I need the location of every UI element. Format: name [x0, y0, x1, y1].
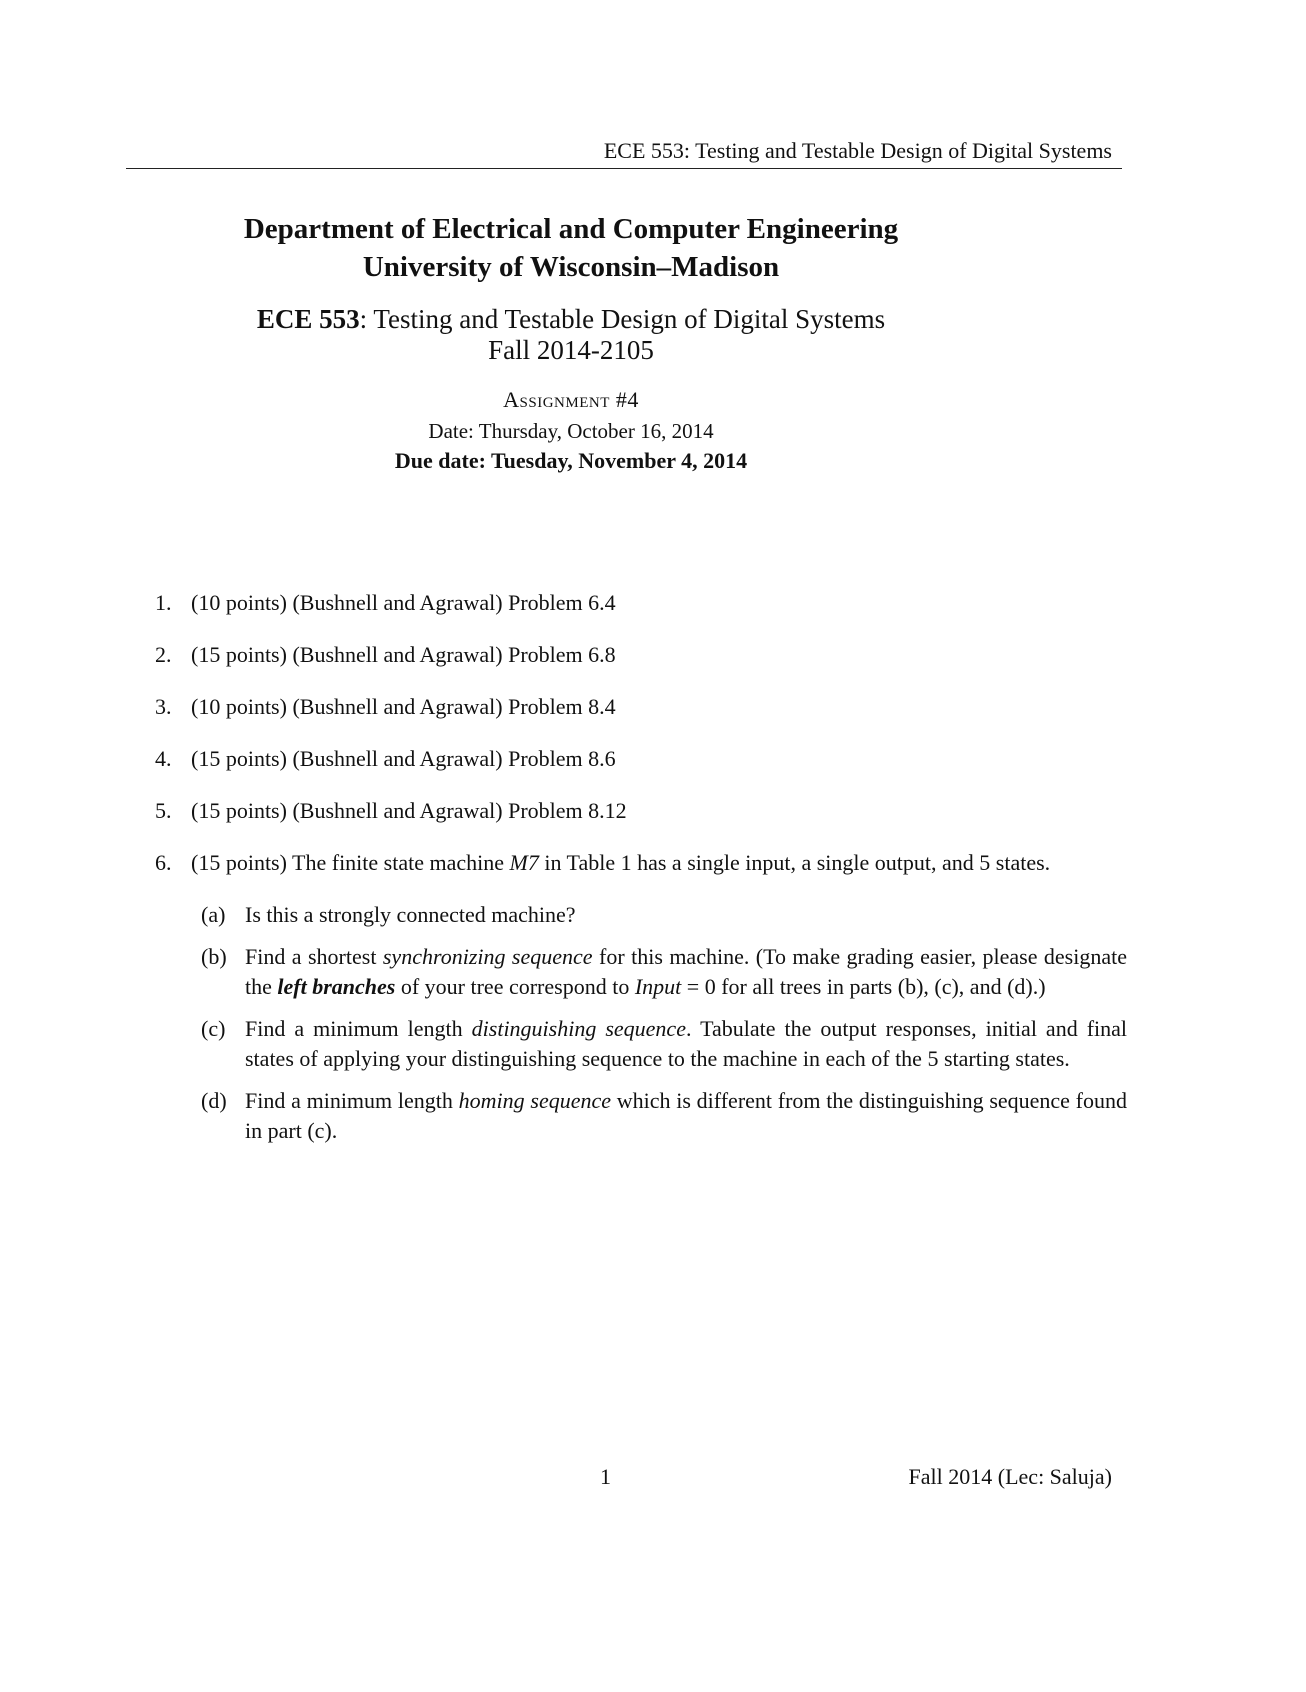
subpart-text: Is this a strongly connected machine?: [245, 902, 576, 927]
subpart-c: [201, 1014, 1127, 1074]
problem-number: 2.: [155, 642, 172, 667]
subpart-list: [201, 900, 1127, 1146]
subpart-text: Find a minimum length distinguishing sequence. Tabulate the output responses, initial and final states of applying your distinguishing sequence to the machine in each of the 5 starting states.: [245, 1016, 1128, 1071]
problem-list: [155, 588, 1127, 1168]
problem-number: 5.: [155, 798, 172, 823]
footer-term: Fall 2014 (Lec: Saluja): [908, 1464, 1112, 1489]
problem-number: 4.: [155, 746, 172, 771]
due-date: Due date: Tuesday, November 4, 2014: [394, 448, 748, 473]
subpart-label: (a): [201, 902, 226, 927]
problem-text: (15 points) The finite state machine M7 in Table 1 has a single input, a single output, and 5 states.: [191, 850, 1051, 875]
problem-number: 6.: [155, 850, 172, 875]
problem-item-6: [155, 848, 1127, 1146]
machine-name: M7: [509, 850, 539, 875]
problem-text: (15 points) (Bushnell and Agrawal) Problem 8.6: [191, 746, 616, 771]
assignment-date: Date: Thursday, October 16, 2014: [428, 419, 714, 443]
department-name: Department of Electrical and Computer Engineering: [243, 213, 899, 245]
course-code: ECE 553: [256, 304, 360, 334]
term-left-branches: left branches: [277, 974, 396, 999]
university-name: University of Wisconsin–Madison: [362, 251, 780, 283]
subpart-text: Find a shortest synchronizing sequence for this machine. (To make grading easier, please designate the left branches of your tree correspond to Input = 0 for all trees in parts (b), (c), and (d).): [245, 944, 1127, 999]
course-title: [236, 304, 906, 335]
subpart-label: (c): [201, 1016, 226, 1041]
problem-text: (10 points) (Bushnell and Agrawal) Problem 8.4: [191, 694, 616, 719]
problem-text: (15 points) (Bushnell and Agrawal) Problem 6.8: [191, 642, 616, 667]
problem-text: (10 points) (Bushnell and Agrawal) Problem 6.4: [191, 590, 616, 615]
problem-number: 3.: [155, 694, 172, 719]
subpart-a: [201, 900, 1127, 930]
subpart-label: (b): [201, 944, 227, 969]
subpart-text: Find a minimum length homing sequence which is different from the distinguishing sequence found in part (c).: [245, 1088, 1128, 1143]
problem-item: [155, 796, 1127, 826]
subpart-b: [201, 942, 1127, 1002]
term-input: Input: [634, 974, 682, 999]
running-header: ECE 553: Testing and Testable Design of Digital Systems: [603, 138, 1112, 163]
term-synchronizing-sequence: synchronizing sequence: [382, 944, 593, 969]
problem-item: [155, 692, 1127, 722]
subpart-d: [201, 1086, 1127, 1146]
header-rule: [126, 168, 1122, 169]
page-number: 1: [600, 1464, 611, 1489]
problem-number: 1.: [155, 590, 172, 615]
term: Fall 2014-2105: [488, 335, 654, 365]
problem-item: [155, 588, 1127, 618]
problem-item: [155, 640, 1127, 670]
title-block: [126, 210, 906, 476]
term-distinguishing-sequence: distinguishing sequence: [471, 1016, 686, 1041]
subpart-label: (d): [201, 1088, 227, 1113]
term-homing-sequence: homing sequence: [458, 1088, 612, 1113]
problem-text: (15 points) (Bushnell and Agrawal) Problem 8.12: [191, 798, 627, 823]
course-title-text: : Testing and Testable Design of Digital Systems: [359, 304, 886, 334]
problem-item: [155, 744, 1127, 774]
assignment-title: Assignment #4: [503, 387, 639, 412]
